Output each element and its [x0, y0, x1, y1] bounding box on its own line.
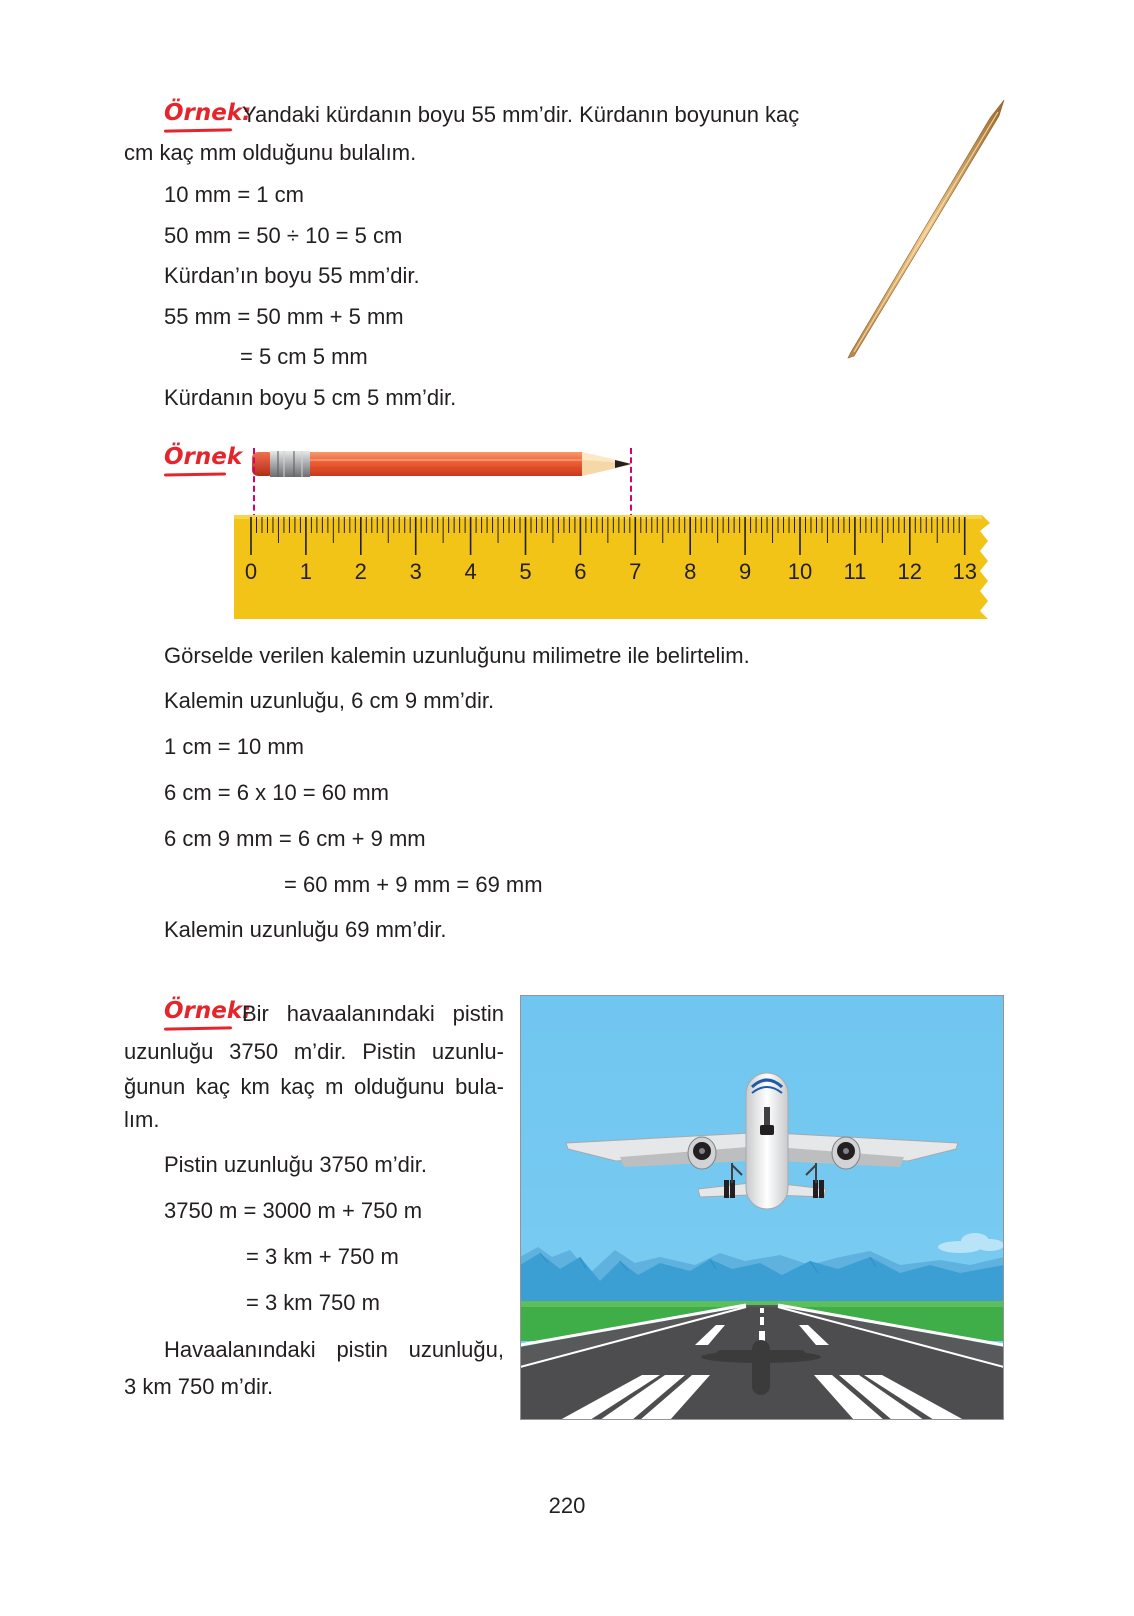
- example1-step: 50 mm = 50 ÷ 10 = 5 cm: [164, 223, 403, 248]
- page-number: 220: [548, 1493, 586, 1518]
- example1-label-underline: [164, 128, 232, 132]
- example2-step: = 60 mm + 9 mm = 69 mm: [284, 872, 543, 897]
- example3-intro-line: Bir havaalanındaki pistin: [242, 1001, 504, 1026]
- ruler-tick-label: 5: [519, 559, 532, 584]
- example1-step: 55 mm = 50 mm + 5 mm: [164, 304, 404, 329]
- example3-conclusion-line1: Havaalanındaki pistin uzunluğu,: [164, 1337, 504, 1362]
- ruler-tick-label: 7: [629, 559, 642, 584]
- ruler-tick-label: 4: [464, 559, 477, 584]
- example2-step: Kalemin uzunluğu, 6 cm 9 mm’dir.: [164, 688, 495, 713]
- example2-label-underline: [164, 472, 226, 476]
- pencil-end-guide: [630, 448, 632, 520]
- ruler-tick-label: 2: [354, 559, 367, 584]
- example1-intro-line1: Yandaki kürdanın boyu 55 mm’dir. Kürdanın boyunun kaç: [242, 102, 800, 127]
- pencil-image: [250, 446, 640, 486]
- ruler-tick-label: 6: [574, 559, 587, 584]
- example1-label-wrap: [164, 100, 251, 126]
- ruler-tick-label: 11: [843, 559, 867, 584]
- example2-step: 6 cm = 6 x 10 = 60 mm: [164, 780, 389, 805]
- example1-intro-line2: cm kaç mm olduğunu bulalım.: [124, 140, 417, 165]
- ruler-tick-label: 8: [684, 559, 697, 584]
- example3-intro-line: uzunluğu 3750 m’dir. Pistin uzunlu-: [124, 1039, 504, 1064]
- ruler-image: [234, 513, 992, 623]
- ruler-tick-label: 13: [952, 559, 977, 584]
- example2-step: 6 cm 9 mm = 6 cm + 9 mm: [164, 826, 426, 851]
- ruler-tick-label: 9: [738, 559, 752, 584]
- pencil-start-guide: [253, 448, 255, 520]
- example3-label-underline: [164, 1026, 232, 1030]
- airplane-image-border: [520, 995, 1004, 1420]
- example1-step: 10 mm = 1 cm: [164, 182, 304, 207]
- example3-conclusion-line2: 3 km 750 m’dir.: [124, 1374, 274, 1399]
- example3-intro-line: lım.: [124, 1107, 160, 1132]
- example1-step: = 5 cm 5 mm: [240, 344, 368, 369]
- example2-label-wrap: [164, 444, 242, 470]
- ruler-tick-label: 12: [897, 559, 923, 584]
- example3-label-wrap: [164, 998, 251, 1024]
- example1-step: Kürdanın boyu 5 cm 5 mm’dir.: [164, 385, 457, 410]
- example3-step: 3750 m = 3000 m + 750 m: [164, 1198, 423, 1223]
- ruler-tick-label: 10: [787, 559, 813, 584]
- ruler-tick-label: 1: [299, 559, 313, 584]
- example3-label: Örnek:: [164, 998, 252, 1024]
- ruler-tick-label: 3: [409, 559, 422, 584]
- ruler-tick-label: 0: [244, 559, 258, 584]
- example2-step: Kalemin uzunluğu 69 mm’dir.: [164, 917, 447, 942]
- example2-question: Görselde verilen kalemin uzunluğunu milimetre ile belirtelim.: [164, 643, 750, 668]
- example3-step: = 3 km 750 m: [246, 1290, 380, 1315]
- example2-label: Örnek: [164, 444, 243, 470]
- example1-step: Kürdan’ın boyu 55 mm’dir.: [164, 263, 420, 288]
- example2-step: 1 cm = 10 mm: [164, 734, 304, 759]
- toothpick-image: [840, 94, 1010, 364]
- example1-label: Örnek:: [164, 100, 252, 126]
- example3-step: = 3 km + 750 m: [246, 1244, 399, 1269]
- example3-intro-line: ğunun kaç km kaç m olduğunu bula-: [124, 1074, 504, 1099]
- example3-step: Pistin uzunluğu 3750 m’dir.: [164, 1152, 427, 1177]
